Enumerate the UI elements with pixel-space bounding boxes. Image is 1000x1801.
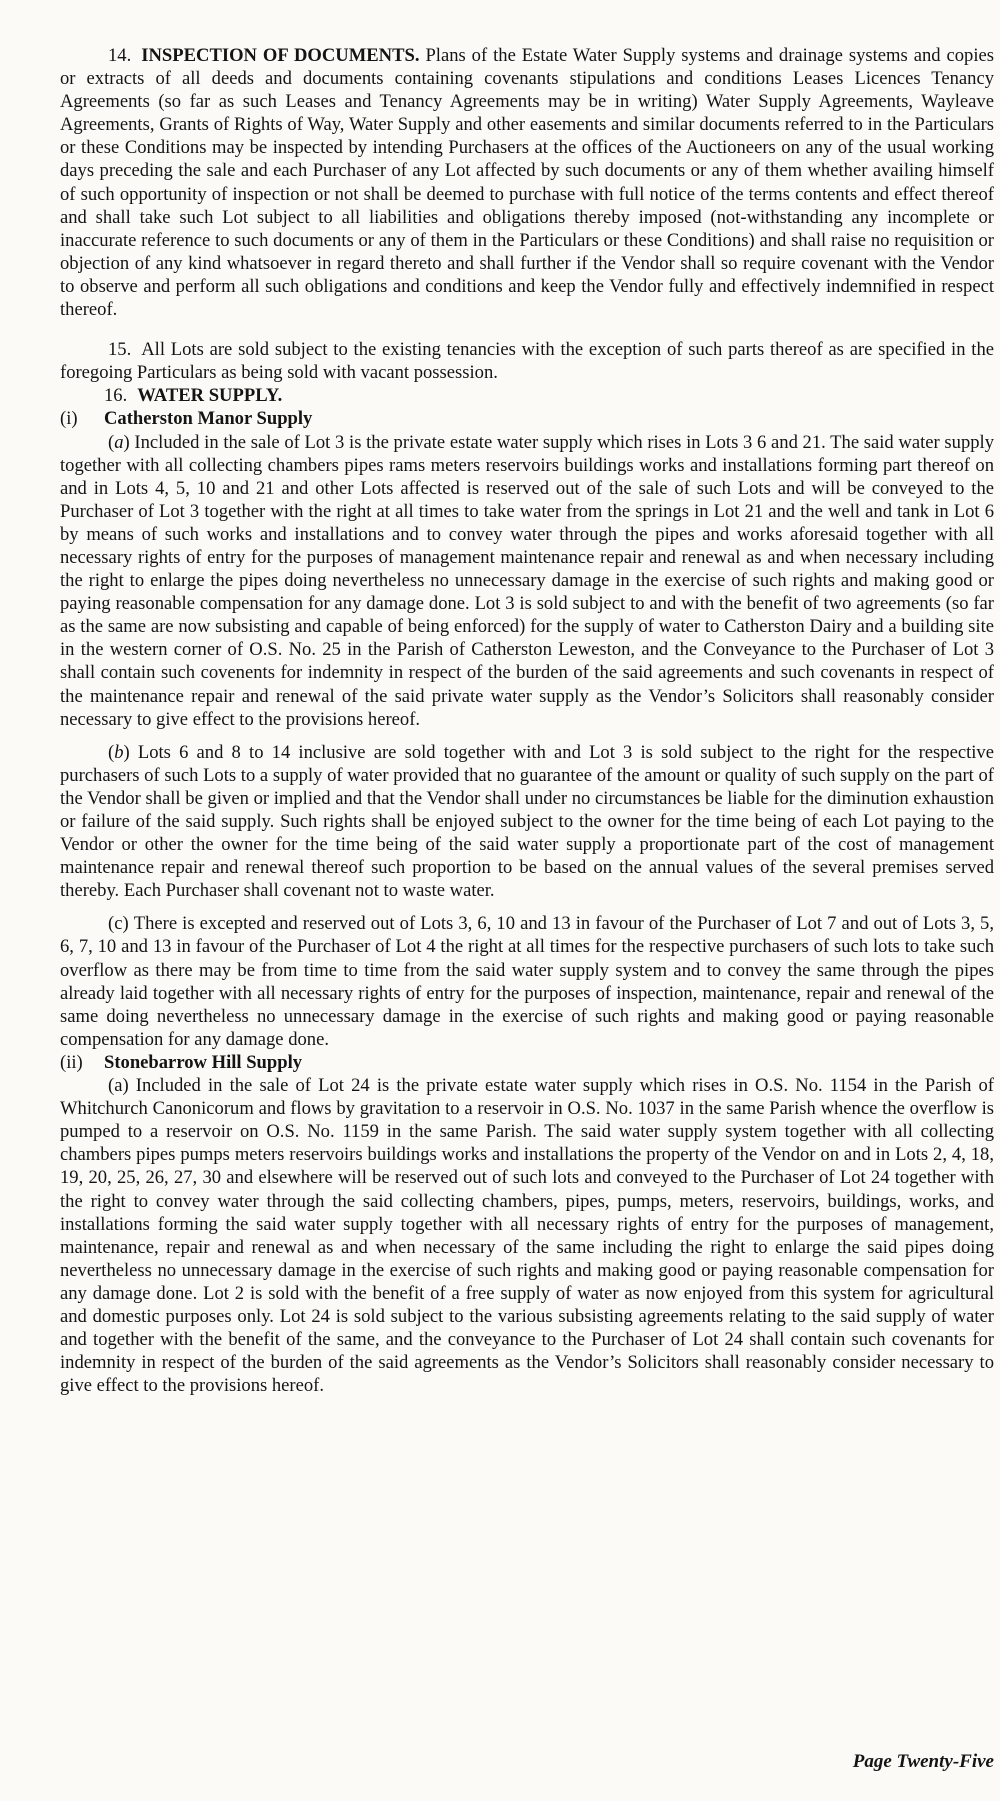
- clause-i-b-label: b: [114, 741, 124, 763]
- clause-i-b-text: Lots 6 and 8 to 14 inclusive are sold together with and Lot 3 is sold subject to the right for the respective purchasers of such Lots to a supply of water provided that no guarantee of the amount or quality of such supply on the part of the Vendor shall be given or implied and that the Vendor shall under no circumstances be liable for the diminution exhaustion or failure of the said supply. Such rights shall be enjoyed subject to the owner for the time being of each Lot paying to the Vendor or other the owner for the time being of the said water supply a proportionate part of the cost of management maintenance repair and renewal thereof such proportion to be based on the annual values of the several premises served thereby. Each Purchaser shall covenant not to waste water.: [60, 741, 994, 902]
- section-14: [60, 44, 994, 321]
- clause-ii-a-label: (a): [108, 1075, 129, 1097]
- section-16-heading-line: [60, 384, 994, 407]
- clause-i-c-label: (c): [108, 913, 129, 935]
- clause-ii-a: [60, 1074, 994, 1397]
- subsection-i-title: Catherston Manor Supply: [104, 408, 313, 430]
- page-number: Page Twenty-Five: [852, 1751, 994, 1772]
- section-14-number: 14.: [108, 45, 132, 66]
- subsection-i-numeral: (i): [60, 408, 78, 430]
- subsection-ii-heading: [60, 1051, 994, 1074]
- section-16-heading: WATER SUPPLY.: [137, 385, 283, 407]
- clause-i-a-label: a: [114, 431, 124, 453]
- subsection-ii-numeral: (ii): [60, 1051, 83, 1073]
- subsection-i-heading: [60, 407, 994, 430]
- section-14-body: Plans of the Estate Water Supply systems and drainage systems and copies or extracts of all deeds and documents containing covenants stipulations and conditions Leases Licences Tenancy Agreements (so far as such Leases and Tenancy Agreements may be in writing) Water Supply Agreements, Wayleave Agreements, Grants of Rights of Way, Water Supply and other easements and similar documents referred to in the Particulars or these Conditions may be inspected by intending Purchasers at the offices of the Auctioneers on any of the usual working days preceding the sale and each Purchaser of any Lot affected by such documents or any of them whether availing himself of such opportunity of inspection or not shall be deemed to purchase with full notice of the terms contents and effect thereof and shall take such Lot subject to all liabilities and obligations thereby imposed (not-withstanding any incomplete or inaccurate reference to such documents or any of them in the Particulars or these Conditions) and shall raise no requisition or objection of any kind whatsoever in regard thereto and shall further if the Vendor shall so require covenant with the Vendor to observe and perform all such obligations and conditions and keep the Vendor fully and effectively indemnified in respect thereof.: [60, 45, 994, 321]
- clause-i-c-text: There is excepted and reserved out of Lots 3, 6, 10 and 13 in favour of the Purchaser of Lot 7 and out of Lots 3, 5, 6, 7, 10 and 13 in favour of the Purchaser of Lot 4 the right at all times for the respective purchasers of such lots to take such overflow as there may be from time to time from the said water supply system and to convey the same through the pipes already laid together with all necessary rights of entry for the purposes of inspection, maintenance, repair and renewal of the same doing nevertheless no unnecessary damage in the exercise of such rights and making good or paying reasonable compensation for any damage done.: [60, 913, 994, 1050]
- section-15-body: All Lots are sold subject to the existing tenancies with the exception of such parts thereof as are specified in the foregoing Particulars as being sold with vacant possession.: [60, 339, 994, 384]
- clause-i-c: [60, 912, 994, 1051]
- section-15: [60, 338, 994, 384]
- section-14-heading: INSPECTION OF DOCUMENTS.: [141, 45, 420, 66]
- clause-i-a: (a) Included in the sale of Lot 3 is the private estate water supply which rises in Lots 3 6 and 21. The said water supply together with all collecting chambers pipes rams meters reservoirs buildings works and installations forming part thereof on and in Lots 4, 5, 10 and 21 and other Lots affected is reserved out of the sale of such Lots and will be conveyed to the Purchaser of Lot 3 together with the right at all times to take water from the springs in Lot 21 and the well and tank in Lot 6 by means of such works and installations and to convey water through the pipes and works aforesaid together with all necessary rights of entry for the purposes of management maintenance repair and renewal as and when necessary including the right to enlarge the pipes doing nevertheless no unnecessary damage in the exercise of such rights and making good or paying reasonable compensation for any damage done. Lot 3 is sold subject to and with the benefit of two agreements (so far as the same are now subsisting and capable of being enforced) for the supply of water to Catherston Dairy and a building site in the western corner of O.S. No. 25 in the Parish of Catherston Leweston, and the Conveyance to the Purchaser of Lot 3 shall contain such covenents for indemnity in respect of the burden of the said agreements and such covenants in respect of the maintenance repair and renewal of the said private water supply as the Vendor’s Solicitors shall reasonably consider necessary to give effect to the provisions hereof.: [60, 431, 995, 730]
- clause-i-a-text: Included in the sale of Lot 3 is the private estate water supply which rises in Lots 3 6 and 21. The said water supply together with all collecting chambers pipes rams meters reservoirs buildings works and installations forming part thereof on and in Lots 4, 5, 10 and 21 and other Lots affected is reserved out of the sale of such Lots and will be conveyed to the Purchaser of Lot 3 together with the right at all times to take water from the springs in Lot 21 and the well and tank in Lot 6 by means of such works and installations and to convey water through the pipes and works aforesaid together with all necessary rights of entry for the purposes of management maintenance repair and renewal as and when necessary including the right to enlarge the pipes doing nevertheless no unnecessary damage in the exercise of such rights and making good or paying reasonable compensation for any damage done. Lot 3 is sold subject to and with the benefit of two agreements (so far as the same are now subsisting and capable of being enforced) for the supply of water to Catherston Dairy and a building site in the western corner of O.S. No. 25 in the Parish of Catherston Leweston, and the Conveyance to the Purchaser of Lot 3 shall contain such covenents for indemnity in respect of the burden of the said agreements and such covenants in respect of the maintenance repair and renewal of the said private water supply as the Vendor’s Solicitors shall reasonably consider necessary to give effect to the provisions hereof.: [60, 431, 995, 730]
- section-15-number: 15.: [108, 339, 132, 361]
- subsection-ii-title: Stonebarrow Hill Supply: [104, 1051, 303, 1073]
- clause-ii-a-text: Included in the sale of Lot 24 is the private estate water supply which rises in O.S. No. 1154 in the Parish of Whitchurch Canonicorum and flows by gravitation to a reservoir in O.S. No. 1037 in the same Parish whence the overflow is pumped to a reservoir on O.S. No. 1159 in the same Parish. The said water supply system together with all collecting chambers pipes pumps meters reservoirs buildings works and installations the property of the Vendor on and in Lots 2, 4, 18, 19, 20, 25, 26, 27, 30 and elsewhere will be reserved out of such lots and conveyed to the Purchaser of Lot 24 together with the right to convey water through the said collecting chambers, pipes, pumps, meters, reservoirs, buildings, works, and installations forming the said water supply together with all necessary rights of entry for the purposes of management, maintenance, repair and renewal as and when necessary of the same including the right to enlarge the said pipes doing nevertheless no unnecessary damage in the exercise of such rights and making good or paying reasonable compensation for any damage done. Lot 2 is sold with the benefit of a free supply of water as now enjoyed from this system for agricultural and domestic purposes only. Lot 24 is sold subject to the various subsisting agreements relating to the said supply of water and together with the benefit of the same, and the conveyance to the Purchaser of Lot 24 shall contain such covenants for indemnity in respect of the burden of the said agreements as the Vendor’s Solicitors shall reasonably consider necessary to give effect to the provisions hereof.: [60, 1075, 995, 1397]
- section-16-number: 16.: [104, 385, 128, 407]
- clause-i-b: (b) Lots 6 and 8 to 14 inclusive are sold together with and Lot 3 is sold subject to the right for the respective purchasers of such Lots to a supply of water provided that no guarantee of the amount or quality of such supply on the part of the Vendor shall be given or implied and that the Vendor shall under no circumstances be liable for the diminution exhaustion or failure of the said supply. Such rights shall be enjoyed subject to the owner for the time being of each Lot paying to the Vendor or other the owner for the time being of the said water supply a proportionate part of the cost of management maintenance repair and renewal thereof such proportion to be based on the annual values of the several premises served thereby. Each Purchaser shall covenant not to waste water.: [60, 741, 994, 902]
